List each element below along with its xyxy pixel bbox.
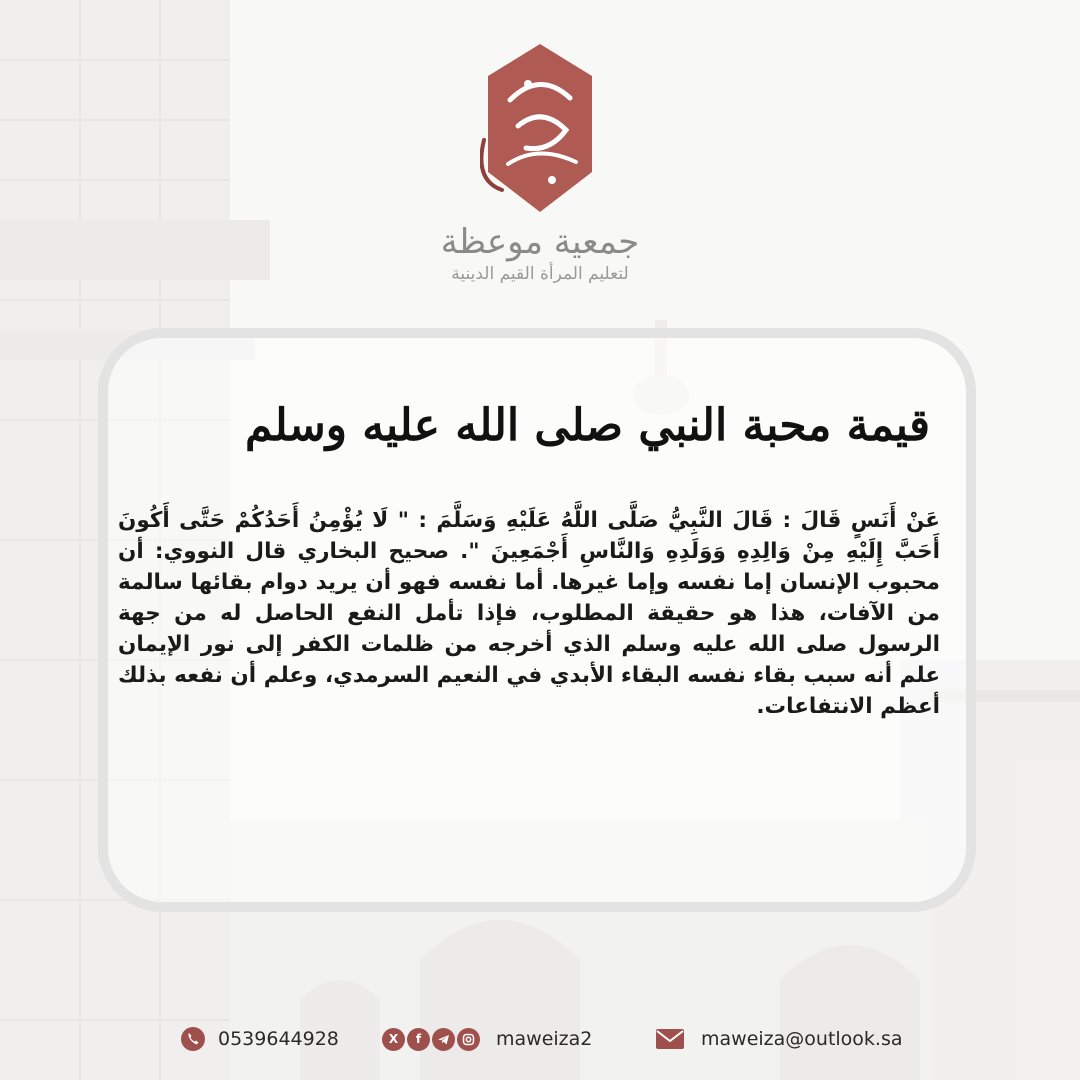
hadith-body — [118, 505, 940, 722]
telegram-icon[interactable] — [432, 1028, 455, 1051]
brand-logo — [0, 40, 1080, 286]
org-name: جمعية موعظة — [440, 222, 640, 262]
footer-contact-bar — [0, 1016, 1080, 1060]
mail-icon — [655, 1028, 685, 1050]
phone-number: 0539644928 — [218, 1028, 339, 1050]
footer-social[interactable] — [382, 1022, 592, 1056]
commentary-text: قال النووي: أن محبوب الإنسان إما نفسه وإما غيرها. أما نفسه فهو أن يريد دوام بقائها سالمة من الآفات، هذا هو حقيقة المطلوب، فإذا تأمل النفع الحاصل له من جهة الرسول صلى الله عليه وسلم الذي أخرجه من ظلمات الكفر إلى نور الإيمان علم أنه سبب بقاء نفسه البقاء الأبدي في النعيم السرمدي، وعلم أن نفعه بذلك أعظم الانتفاعات. — [118, 539, 940, 719]
facebook-icon[interactable]: f — [407, 1028, 430, 1051]
footer-phone[interactable] — [180, 1022, 339, 1056]
page-title: قيمة محبة النبي صلى الله عليه وسلم — [245, 400, 930, 451]
hadith-text: عَنْ أَنَسٍ قَالَ : قَالَ النَّبِيُّ صَلَّى اللَّهُ عَلَيْهِ وَسَلَّمَ : " لَا يُؤْمِنُ أَحَدُكُمْ حَتَّى أَكُونَ أَحَبَّ إِلَيْهِ مِنْ وَالِدِهِ وَوَلَدِهِ وَالنَّاسِ أَجْمَعِينَ ". صحيح البخاري — [118, 508, 940, 564]
footer-email[interactable] — [655, 1022, 903, 1056]
x-icon[interactable]: X — [382, 1028, 405, 1051]
social-handle: maweiza2 — [496, 1028, 593, 1050]
email-address: maweiza@outlook.sa — [701, 1028, 903, 1050]
phone-icon — [180, 1026, 206, 1052]
instagram-icon[interactable] — [457, 1028, 480, 1051]
org-tagline: لتعليم المرأة القيم الدينية — [451, 264, 629, 284]
brand-logo-emblem — [480, 40, 600, 216]
